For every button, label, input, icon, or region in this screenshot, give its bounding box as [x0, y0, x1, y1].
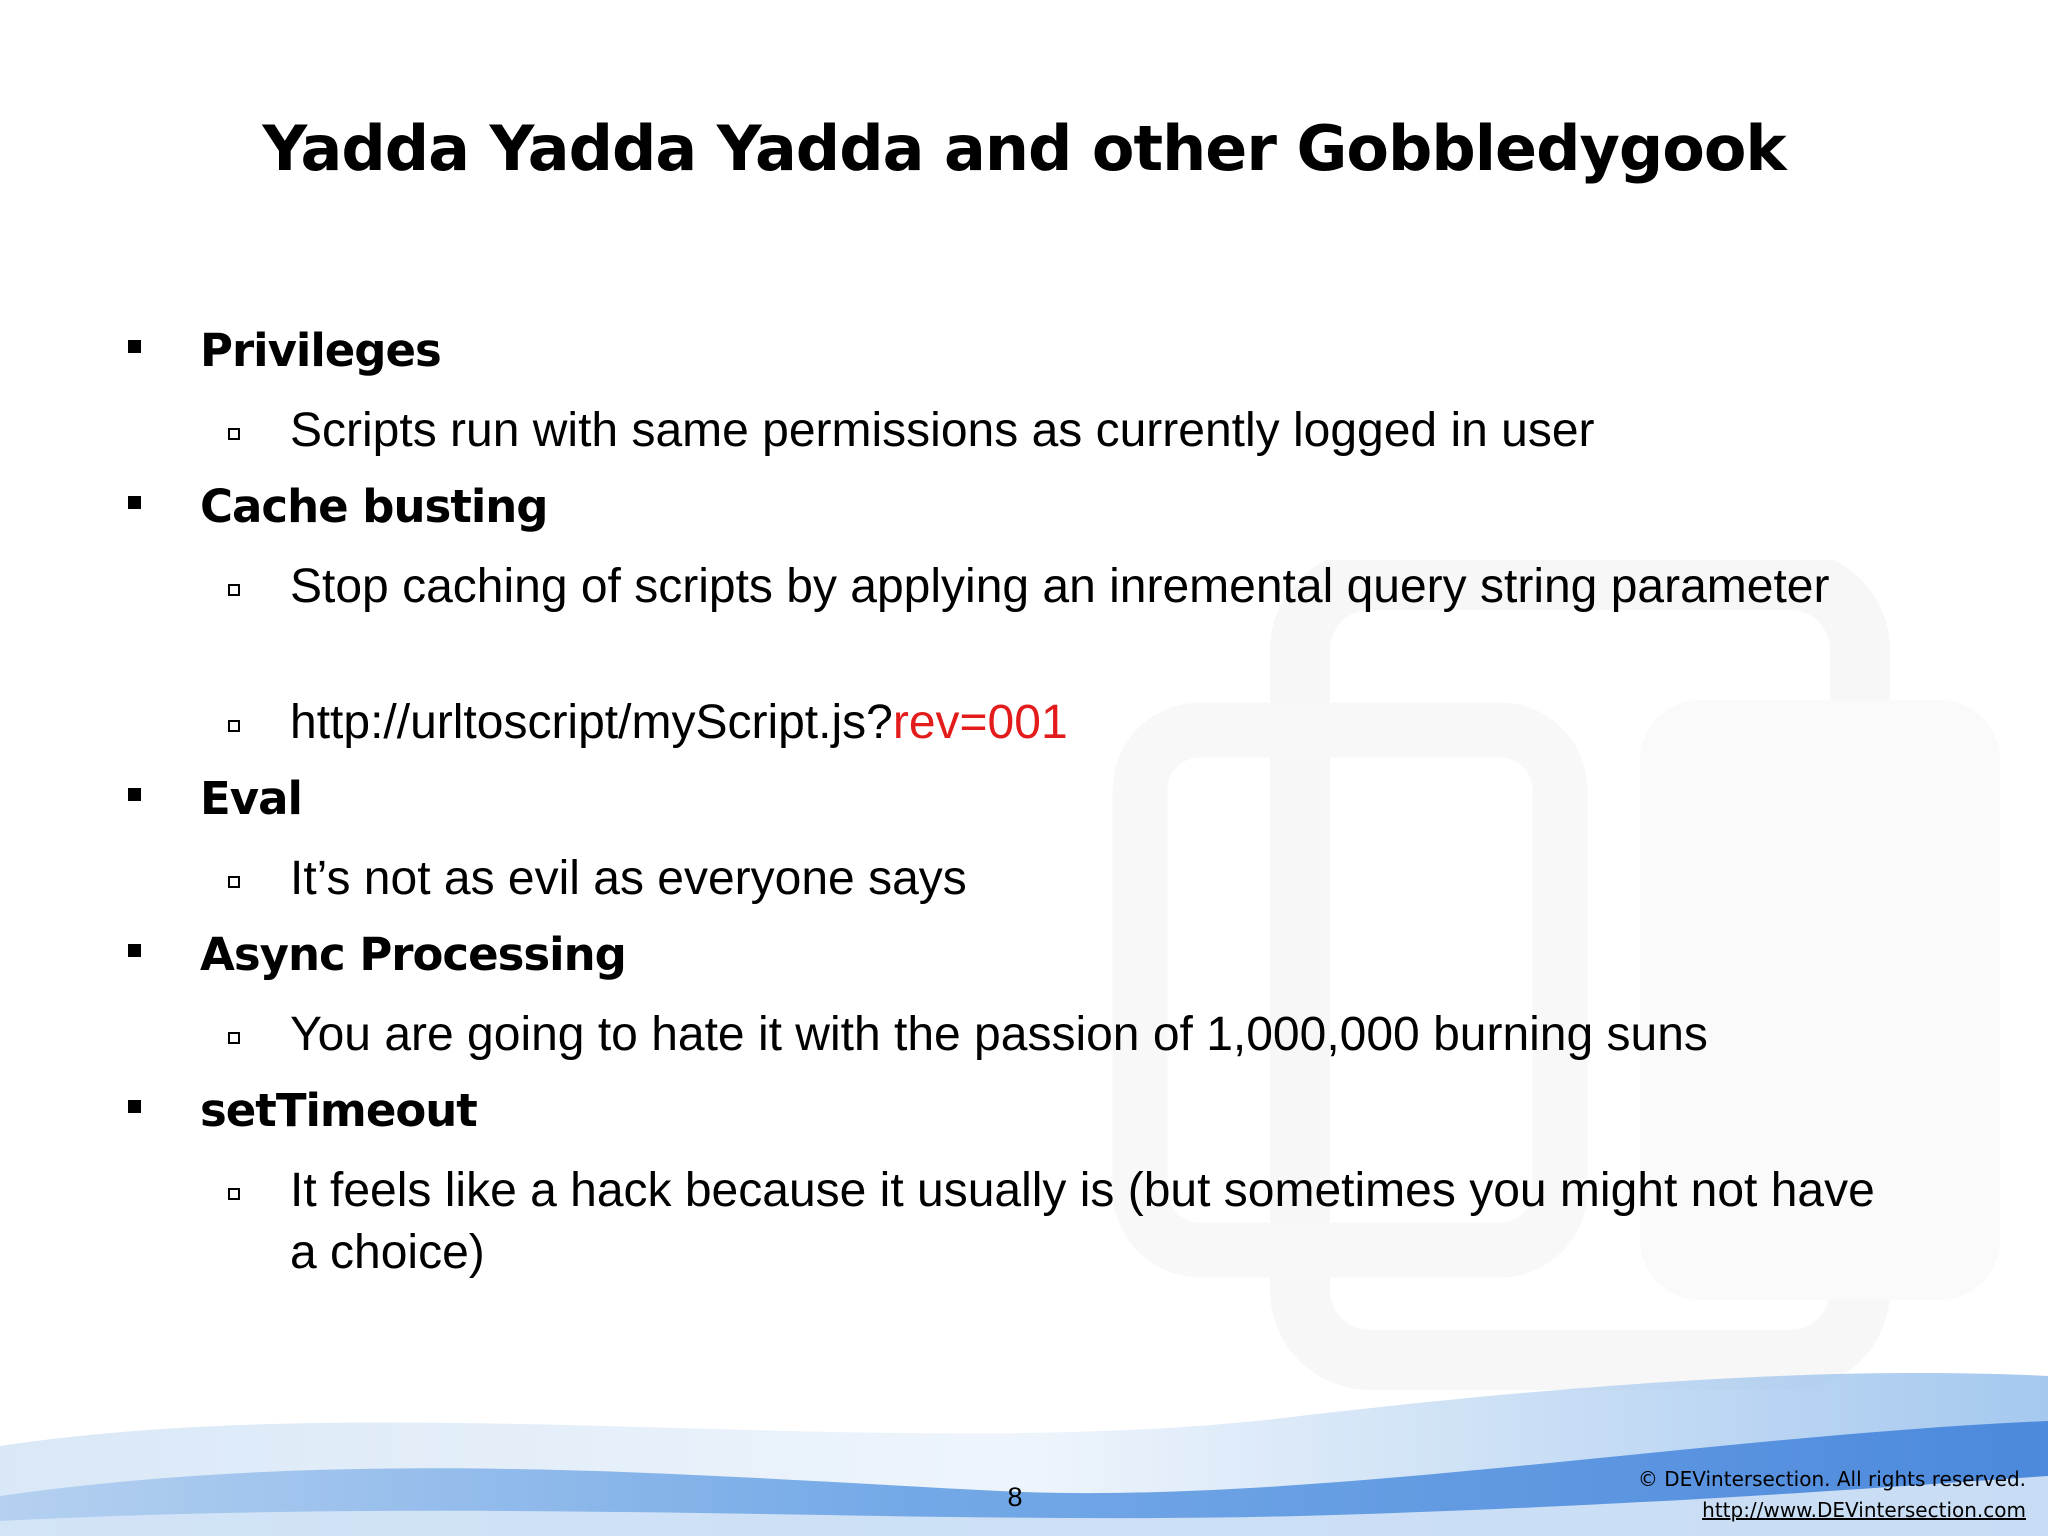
hollow-square-bullet-icon	[228, 584, 240, 596]
bullet-eval	[0, 768, 2048, 846]
bullet-cache-busting	[0, 476, 2048, 554]
bullet-privileges	[0, 320, 2048, 398]
bullet-heading: Privileges	[200, 324, 441, 377]
square-bullet-icon	[128, 788, 141, 801]
hollow-square-bullet-icon	[228, 428, 240, 440]
url-prefix: http://urltoscript/myScript.js?	[290, 696, 893, 749]
square-bullet-icon	[128, 1100, 141, 1113]
hollow-square-bullet-icon	[228, 876, 240, 888]
sub-bullet-text: You are going to hate it with the passion of 1,000,000 burning suns	[290, 1008, 1708, 1061]
sub-bullet	[0, 1002, 2048, 1080]
bullet-async-processing	[0, 924, 2048, 1002]
sub-bullet-text: Stop caching of scripts by applying an inremental query string parameter	[290, 560, 1830, 613]
bullet-heading: setTimeout	[200, 1084, 477, 1137]
sub-bullet	[0, 554, 2048, 690]
url-query-highlight: rev=001	[892, 696, 1068, 749]
page-number: 8	[1007, 1482, 1023, 1512]
square-bullet-icon	[128, 340, 141, 353]
slide-title: Yadda Yadda Yadda and other Gobbledygook	[262, 112, 1786, 185]
bullet-settimeout	[0, 1080, 2048, 1158]
bullet-heading: Eval	[200, 772, 302, 825]
hollow-square-bullet-icon	[228, 720, 240, 732]
sub-bullet	[0, 846, 2048, 924]
bullet-heading: Cache busting	[200, 480, 548, 533]
square-bullet-icon	[128, 944, 141, 957]
footer-link[interactable]: http://www.DEVintersection.com	[1702, 1498, 2026, 1522]
sub-bullet-url	[0, 690, 2048, 768]
hollow-square-bullet-icon	[228, 1032, 240, 1044]
hollow-square-bullet-icon	[228, 1188, 240, 1200]
sub-bullet	[0, 1158, 2048, 1294]
bullet-list	[0, 320, 2048, 1294]
footer	[1638, 1464, 2026, 1526]
square-bullet-icon	[128, 496, 141, 509]
copyright-text: © DEVintersection. All rights reserved.	[1637, 1467, 2026, 1491]
sub-bullet-text: It’s not as evil as everyone says	[290, 852, 967, 905]
sub-bullet	[0, 398, 2048, 476]
sub-bullet-text: Scripts run with same permissions as currently logged in user	[290, 404, 1595, 457]
bullet-heading: Async Processing	[200, 928, 626, 981]
sub-bullet-text	[290, 690, 1890, 754]
sub-bullet-text: It feels like a hack because it usually is (but sometimes you might not have a choice)	[290, 1164, 1875, 1279]
